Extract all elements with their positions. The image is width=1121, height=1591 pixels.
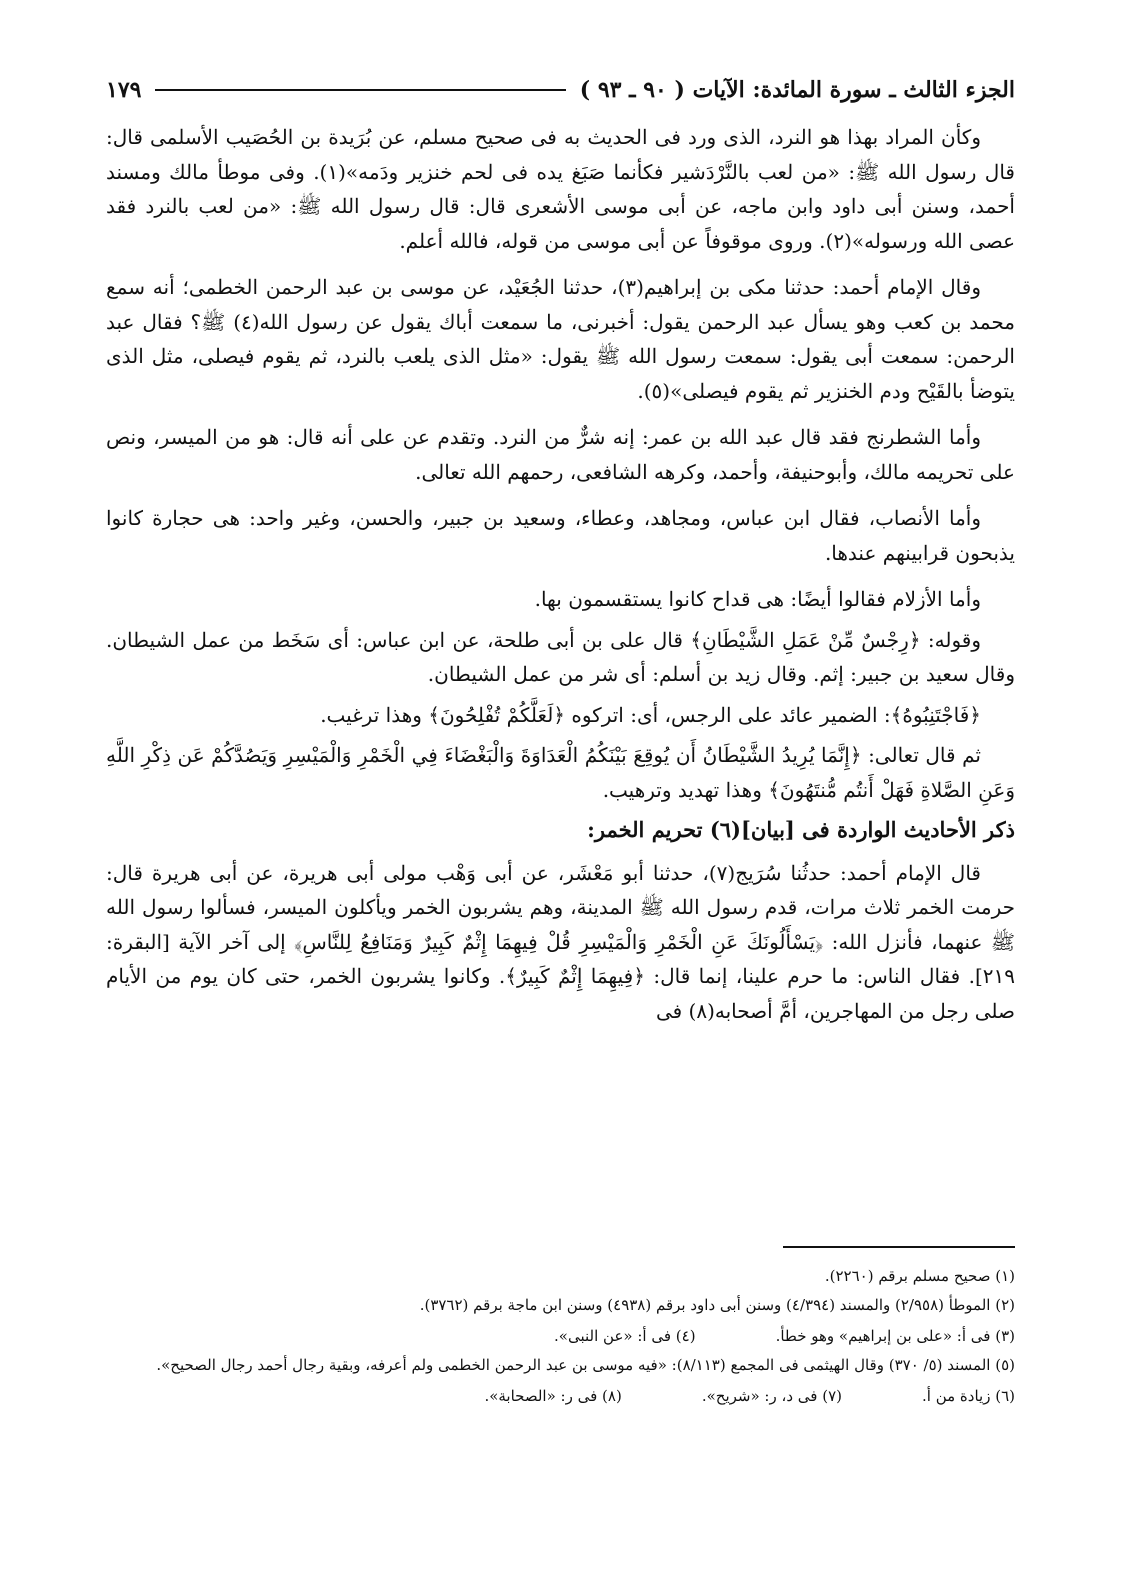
paragraph-chess: وأما الشطرنج فقد قال عبد الله بن عمر: إنه شرٌّ من النرد. وتقدم عن على أنه قال: هو من الميسر، ونص على تحريمه مالك، وأبوحنيفة، وأحمد، وكرهه الشافعى، رحمهم الله تعالى. [106,425,1015,484]
header-rule [155,89,565,91]
footnote-separator [783,1246,1015,1248]
footnote-row-6-8 [106,1382,1015,1411]
footnote-4: (٤) فى أ: «عن النبى». [554,1327,696,1345]
footnote-5: (٥) المسند (٥/ ٣٧٠) وقال الهيثمى فى المجمع (٨/١١٣): «فيه موسى بن عبد الرحمن الخطمى ولم أعرفه، وبقية رجال أحمد رجال الصحيح». [156,1356,1015,1374]
paragraph-azlam: وأما الأزلام فقالوا أيضًا: هى قداح كانوا يستقسمون بها. [534,587,981,611]
page-header [106,70,1015,110]
footnote-row-3-4 [106,1322,1015,1351]
footnote-1: (١) صحيح مسلم برقم (٢٢٦٠). [824,1267,1015,1285]
paragraph-khamr-hadith: قال الإمام أحمد: حدثُنا سُرَيج(٧)، حدثنا أبو مَعْشَر، عن أبى وَهْب مولى أبى هريرة، عن أبى هريرة قال: حرمت الخمر ثلاث مرات، قدم رسول الله ﷺ المدينة، وهم يشربون الخمر ويأكلون الميسر، فسألوا رسول الله ﷺ عنهما، فأنزل الله: ﴿يَسْأَلُونَكَ عَنِ الْخَمْرِ وَالْمَيْسِرِ قُلْ فِيهِمَا إِثْمٌ كَبِيرٌ وَمَنَافِعُ لِلنَّاسِ﴾ إلى آخر الآية [البقرة: ٢١٩]. فقال الناس: ما حرم علينا، إنما قال: ﴿فِيهِمَا إِثْمٌ كَبِيرٌ﴾. وكانوا يشربون الخمر، حتى كان يوم من الأيام صلى رجل من المهاجرين، أمَّ أصحابه(٨) فى [106,860,1015,1023]
main-text [106,120,1015,1040]
footnote-6: (٦) زيادة من أ. [922,1387,1015,1405]
paragraph-ahmad-hadith: وقال الإمام أحمد: حدثنا مكى بن إبراهيم(٣)، حدثنا الجُعَيْد، عن موسى بن عبد الرحمن الخطمى؛ أنه سمع محمد بن كعب وهو يسأل عبد الرحمن يقول: أخبرنى، ما سمعت أباك يقول عن رسول الله(٤) ﷺ؟ فقال عبد الرحمن: سمعت أبى يقول: سمعت رسول الله ﷺ يقول: «مثل الذى يلعب بالنرد، ثم يقوم فيصلى، مثل الذى يتوضأ بالقَيْح ودم الخنزير ثم يقوم فيصلى»(٥). [106,275,1015,403]
paragraph-rijs: وقوله: ﴿رِجْسٌ مِّنْ عَمَلِ الشَّيْطَانِ﴾ قال على بن أبى طلحة، عن ابن عباس: أى سَخَط من عمل الشيطان. وقال سعيد بن جبير: إثم. وقال زيد بن أسلم: أى شر من عمل الشيطان. [106,627,1015,686]
footnote-3: (٣) فى أ: «على بن إبراهيم» وهو خطأ. [775,1327,1015,1345]
section-heading: ذكر الأحاديث الواردة فى [بيان](٦) تحريم الخمر: [587,817,1015,842]
paragraph-ijtanibuh: ﴿فَاجْتَنِبُوهُ﴾: الضمير عائد على الرجس، أى: اتركوه ﴿لَعَلَّكُمْ تُفْلِحُونَ﴾ وهذا ترغيب. [320,702,981,727]
paragraph-nard: وكأن المراد بهذا هو النرد، الذى ورد فى الحديث به فى صحيح مسلم، عن بُرَيدة بن الحُصَيب الأسلمى قال: قال رسول الله ﷺ: «من لعب بالنَّرْدَشير فكأنما صَبَغ يده فى لحم خنزير ودَمه»(١). وفى موطأ مالك ومسند أحمد، وسنن أبى داود وابن ماجه، عن أبى موسى الأشعرى قال: قال رسول الله ﷺ: «من لعب بالنرد فقد عصى الله ورسوله»(٢). وروى موقوفاً عن أبى موسى من قوله، فالله أعلم. [106,125,1015,253]
footnote-2: (٢) الموطأ (٢/٩٥٨) والمسند (٤/٣٩٤) وسنن أبى داود برقم (٤٩٣٨) وسنن ابن ماجة برقم (٣٧٦٢). [419,1296,1015,1314]
paragraph-ansab: وأما الأنصاب، فقال ابن عباس، ومجاهد، وعطاء، وسعيد بن جبير، والحسن، وغير واحد: هى حجارة كانوا يذبحون قرابينهم عندها. [106,506,1015,565]
footnote-7: (٧) فى د، ر: «شريح». [701,1387,842,1405]
footnote-8: (٨) فى ر: «الصحابة». [484,1387,622,1405]
paragraph-innama-yurid: ثم قال تعالى: ﴿إِنَّمَا يُرِيدُ الشَّيْطَانُ أَن يُوقِعَ بَيْنَكُمُ الْعَدَاوَةَ وَالْبَغْضَاءَ فِي الْخَمْرِ وَالْمَيْسِرِ وَيَصُدَّكُمْ عَن ذِكْرِ اللَّهِ وَعَنِ الصَّلاةِ فَهَلْ أَنتُم مُّنتَهُونَ﴾ وهذا تهديد وترهيب. [106,743,1015,802]
running-head: الجزء الثالث ـ سورة المائدة: الآيات ( ٩٠ ـ ٩٣ ) [579,77,1015,103]
page-number: ١٧٩ [106,77,142,103]
footnotes [106,1262,1015,1411]
